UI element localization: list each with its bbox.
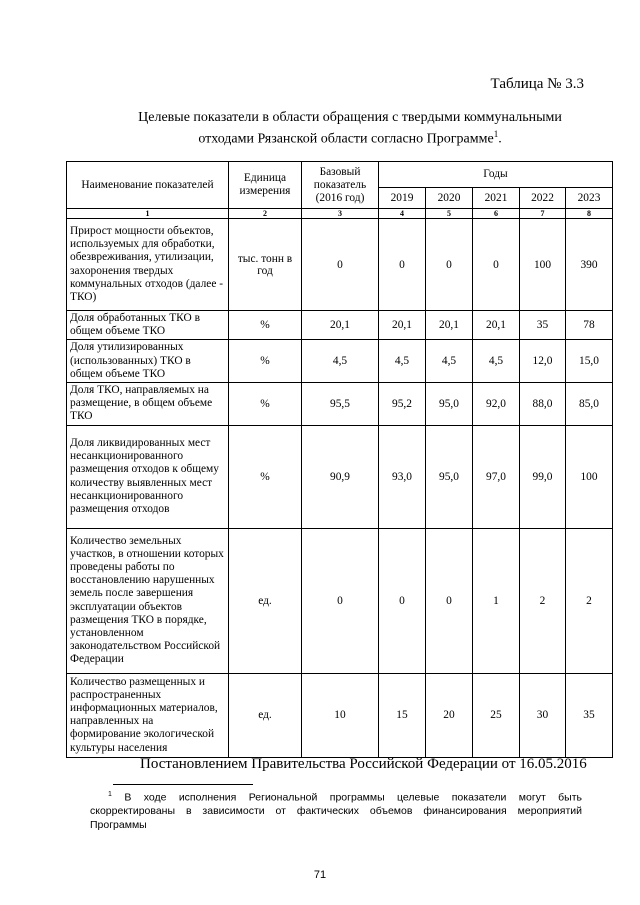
header-unit: Единица измерения <box>229 162 302 209</box>
row-unit: % <box>229 311 302 340</box>
title-footnote-mark: 1 <box>493 129 499 139</box>
row-value: 390 <box>566 219 613 311</box>
row-value: 0 <box>379 219 426 311</box>
row-value: 0 <box>379 528 426 673</box>
row-unit: ед. <box>229 673 302 757</box>
row-value: 15 <box>379 673 426 757</box>
row-value: 2 <box>520 528 566 673</box>
row-value: 4,5 <box>426 340 473 383</box>
row-name: Доля ТКО, направляемых на размещение, в общем объеме ТКО <box>67 383 229 426</box>
post-table-line: Постановлением Правительства Российской Федерации от 16.05.2016 <box>140 756 587 772</box>
table-row <box>67 528 613 673</box>
header-year: 2023 <box>566 188 613 209</box>
row-value: 0 <box>426 528 473 673</box>
row-value: 95,2 <box>379 383 426 426</box>
row-value: 20,1 <box>426 311 473 340</box>
row-value: 1 <box>473 528 520 673</box>
row-value: 15,0 <box>566 340 613 383</box>
row-value: 100 <box>566 425 613 528</box>
header-name: Наименование показателей <box>67 162 229 209</box>
title-end: . <box>498 131 502 147</box>
row-value: 12,0 <box>520 340 566 383</box>
col-number: 4 <box>379 209 426 219</box>
row-unit: % <box>229 383 302 426</box>
row-value: 95,0 <box>426 383 473 426</box>
targets-table <box>66 161 613 758</box>
col-number: 8 <box>566 209 613 219</box>
row-name: Доля утилизированных (использованных) ТКО в общем объеме ТКО <box>67 340 229 383</box>
row-value: 2 <box>566 528 613 673</box>
table-row <box>67 383 613 426</box>
col-number: 3 <box>302 209 379 219</box>
header-year: 2020 <box>426 188 473 209</box>
row-base: 0 <box>302 219 379 311</box>
header-year: 2021 <box>473 188 520 209</box>
row-value: 88,0 <box>520 383 566 426</box>
row-value: 100 <box>520 219 566 311</box>
table-row <box>67 311 613 340</box>
row-value: 93,0 <box>379 425 426 528</box>
row-value: 92,0 <box>473 383 520 426</box>
footnote-text: В ходе исполнения Региональной программы целевые показатели могут быть скорректированы в зависимости от фактических объемов финансирования мероприятий Программы <box>90 791 582 831</box>
page-number: 71 <box>313 869 327 881</box>
row-name: Прирост мощности объектов, используемых для обработки, обезвреживания, утилизации, захоронения твердых коммунальных отходов (далее - ТКО) <box>67 219 229 311</box>
row-value: 95,0 <box>426 425 473 528</box>
table-row <box>67 425 613 528</box>
row-value: 78 <box>566 311 613 340</box>
row-value: 4,5 <box>473 340 520 383</box>
col-number: 6 <box>473 209 520 219</box>
row-name: Доля обработанных ТКО в общем объеме ТКО <box>67 311 229 340</box>
row-unit: тыс. тонн в год <box>229 219 302 311</box>
row-name: Количество размещенных и распространенных информационных материалов, направленных на формирование экологической культуры населения <box>67 673 229 757</box>
row-base: 0 <box>302 528 379 673</box>
row-value: 97,0 <box>473 425 520 528</box>
row-value: 20,1 <box>473 311 520 340</box>
header-year: 2022 <box>520 188 566 209</box>
row-value: 20 <box>426 673 473 757</box>
row-value: 0 <box>426 219 473 311</box>
table-row <box>67 673 613 757</box>
row-value: 99,0 <box>520 425 566 528</box>
row-unit: % <box>229 340 302 383</box>
row-base: 10 <box>302 673 379 757</box>
row-value: 20,1 <box>379 311 426 340</box>
row-value: 25 <box>473 673 520 757</box>
row-value: 4,5 <box>379 340 426 383</box>
table-label: Таблица № 3.3 <box>490 76 584 92</box>
col-number: 2 <box>229 209 302 219</box>
row-base: 20,1 <box>302 311 379 340</box>
row-value: 35 <box>520 311 566 340</box>
col-number: 7 <box>520 209 566 219</box>
table-row <box>67 219 613 311</box>
col-number: 5 <box>426 209 473 219</box>
footnote <box>90 788 582 832</box>
header-year: 2019 <box>379 188 426 209</box>
row-base: 90,9 <box>302 425 379 528</box>
row-value: 85,0 <box>566 383 613 426</box>
header-base: Базовый показатель (2016 год) <box>302 162 379 209</box>
footnote-mark: 1 <box>108 791 112 798</box>
footnote-divider <box>113 784 253 785</box>
title-text: Целевые показатели в области обращения с твердыми коммунальными отходами Рязанской области согласно Программе <box>138 110 562 147</box>
row-unit: ед. <box>229 528 302 673</box>
footnote-body <box>90 788 582 832</box>
row-unit: % <box>229 425 302 528</box>
row-base: 95,5 <box>302 383 379 426</box>
table-row <box>67 340 613 383</box>
row-name: Доля ликвидированных мест несанкционированного размещения отходов к общему количеству выявленных мест несанкционированного размещения отходов <box>67 425 229 528</box>
col-number: 1 <box>67 209 229 219</box>
row-value: 30 <box>520 673 566 757</box>
header-years-group: Годы <box>379 162 613 188</box>
row-value: 35 <box>566 673 613 757</box>
row-name: Количество земельных участков, в отношении которых проведены работы по восстановлению нарушенных земель после завершения эксплуатации объектов размещения ТКО в порядке, установленном законодательством Российской Федерации <box>67 528 229 673</box>
row-value: 0 <box>473 219 520 311</box>
row-base: 4,5 <box>302 340 379 383</box>
table-title <box>120 109 580 148</box>
